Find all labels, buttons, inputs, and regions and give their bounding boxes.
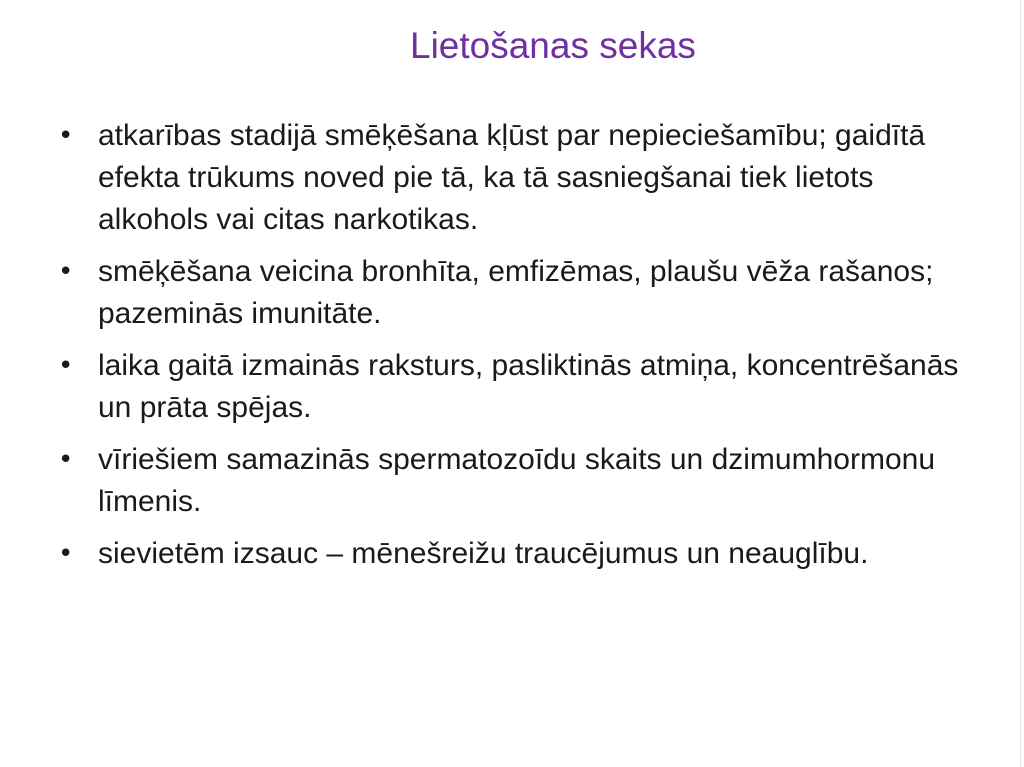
bullet-item	[0, 439, 1000, 523]
bullet-dot-icon: •	[58, 121, 74, 151]
bullet-text: smēķēšana veicina bronhīta, emfizēmas, plaušu vēža rašanos; pazeminās imunitāte.	[98, 255, 934, 330]
bullet-text: vīriešiem samazinās spermatozoīdu skaits un dzimumhormonu līmenis.	[98, 443, 935, 518]
bullet-item	[0, 115, 1000, 241]
bullet-dot-icon: •	[58, 351, 74, 381]
bullet-text: laika gaitā izmainās raksturs, pasliktinās atmiņa, koncentrēšanās un prāta spējas.	[98, 349, 959, 424]
bullet-text: sievietēm izsauc – mēnešreižu traucējumus un neauglību.	[98, 537, 869, 570]
bullet-dot-icon: •	[58, 445, 74, 475]
bullet-item	[0, 533, 1000, 575]
bullet-dot-icon: •	[58, 257, 74, 287]
bullet-item	[0, 251, 1000, 335]
slide-title: Lietošanas sekas	[410, 25, 696, 66]
bullet-item	[0, 345, 1000, 429]
bullet-text: atkarības stadijā smēķēšana kļūst par nepieciešamību; gaidītā efekta trūkums noved pie tā, ka tā sasniegšanai tiek lietots alkohols vai citas narkotikas.	[98, 119, 926, 236]
bullet-list	[0, 115, 1000, 585]
bullet-dot-icon: •	[58, 539, 74, 569]
